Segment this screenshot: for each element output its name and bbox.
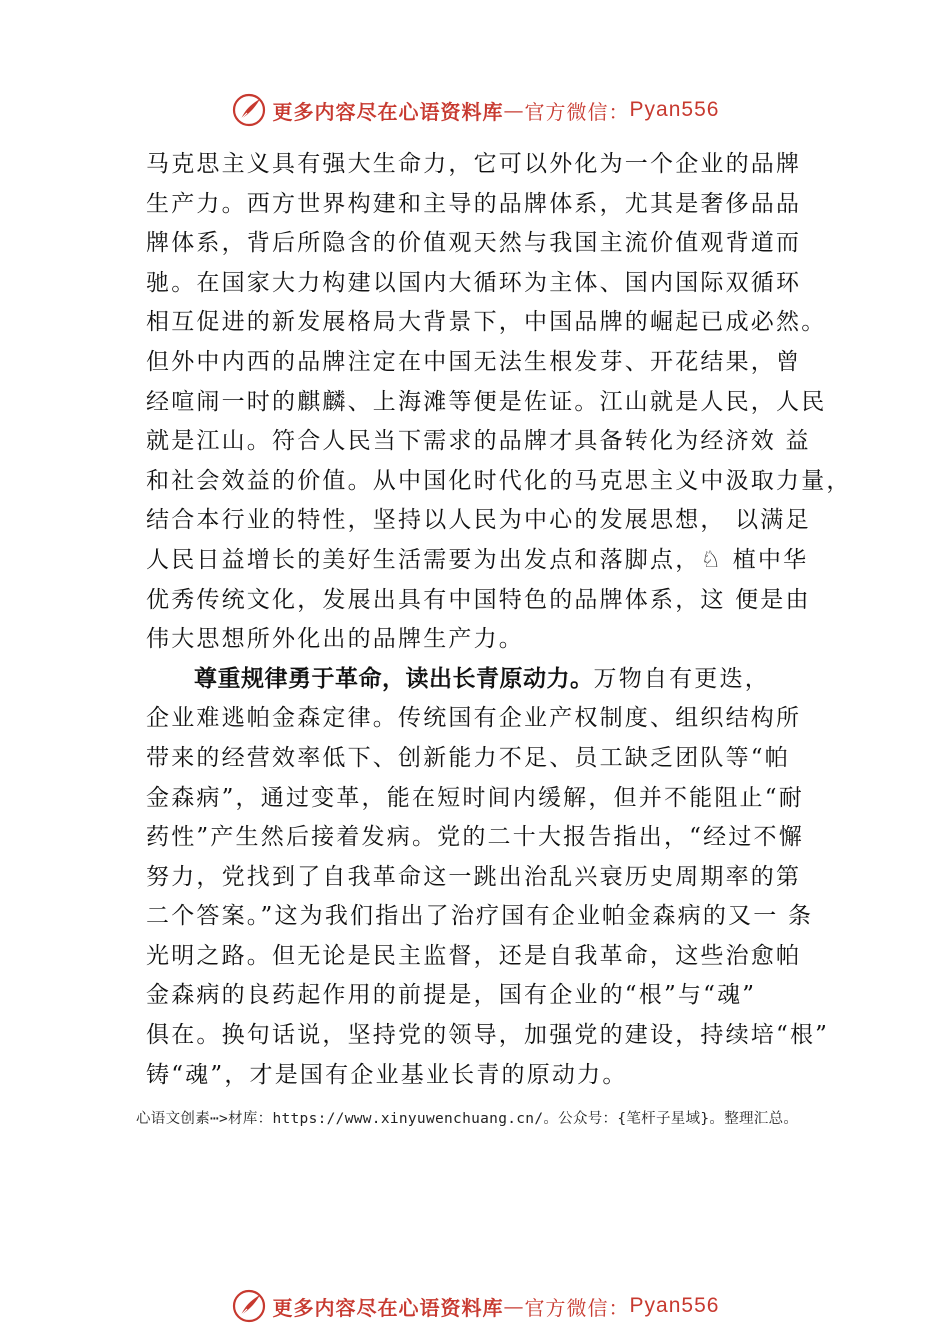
paragraph-line: 人民日益增长的美好生活需要为出发点和落脚点，♘ 植中华 xyxy=(146,546,809,573)
paragraph-line xyxy=(146,660,846,700)
paragraph-line: 努力，党找到了自我革命这一跳出治乱兴衰历史周期率的第 xyxy=(146,863,802,890)
paragraph-line: 企业难逃帕金森定律。传统国有企业产权制度、组织结构所 xyxy=(146,705,802,732)
banner-wechat-label: 官方微信： xyxy=(524,1295,630,1320)
banner-dash: — xyxy=(503,98,525,122)
paragraph-line: 结合本行业的特性，坚持以人民为中心的发展思想， 以满足 xyxy=(146,507,811,534)
paragraph-line: 药性”产生然后接着发病。党的二十大报告指出，“经过不懈 xyxy=(146,824,804,851)
paragraph-line: 和社会效益的价值。从中国化时代化的马克思主义中汲取力量， xyxy=(146,467,852,494)
quill-pen-logo-icon xyxy=(231,92,267,128)
banner-brand-text: 更多内容尽在心语资料库 xyxy=(272,99,504,124)
banner-dash: — xyxy=(503,1294,525,1318)
footer-banner xyxy=(0,1288,950,1324)
banner-wechat-label: 官方微信： xyxy=(524,99,630,124)
banner-wechat-id: Pyan556 xyxy=(629,98,720,121)
paragraph-line: 二个答案。”这为我们指出了治疗国有企业帕金森病的又一 条 xyxy=(146,903,814,930)
paragraph-line: 优秀传统文化，发展出具有中国特色的品牌体系，这 便是由 xyxy=(146,586,811,613)
paragraph-line: 马克思主义具有强大生命力，它可以外化为一个企业的品牌 xyxy=(146,151,802,177)
paragraph-line: 伟大思想所外化出的品牌生产力。 xyxy=(146,626,524,653)
paragraph-line: 相互促进的新发展格局大背景下，中国品牌的崛起已成必然。 xyxy=(146,309,827,336)
article-body xyxy=(146,145,852,1095)
paragraph-line: 经喧闹一时的麒麟、上海滩等便是佐证。江山就是人民，人民 xyxy=(146,388,827,415)
paragraph-line: 就是江山。符合人民当下需求的品牌才具备转化为经济效 益 xyxy=(146,428,811,455)
paragraph-lead-heading: 尊重规律勇于革命，读出长青原动力。 xyxy=(194,665,594,692)
banner-wechat-id: Pyan556 xyxy=(629,1294,720,1317)
paragraph-line: 铸“魂”，才是国有企业基业长青的原动力。 xyxy=(146,1061,628,1088)
paragraph-line: 金森病的良药起作用的前提是，国有企业的“根”与“魂” xyxy=(146,982,757,1009)
paragraph-line: 生产力。西方世界构建和主导的品牌体系，尤其是奢侈品品 xyxy=(146,190,802,217)
banner-brand-text: 更多内容尽在心语资料库 xyxy=(272,1295,504,1320)
paragraph-line: 但外中内西的品牌注定在中国无法生根发芽、开花结果，曾 xyxy=(146,348,802,375)
paragraph-line: 牌体系，背后所隐含的价值观天然与我国主流价值观背道而 xyxy=(146,230,802,257)
paragraph-brand-productivity xyxy=(146,145,852,660)
source-footnote: 心语文创素⋯>材库：https://www.xinyuwenchuang.cn/。公众号：{笔杆子星域}。整理汇总。 xyxy=(136,1111,799,1127)
paragraph-line-text: 万物自有更迭， xyxy=(593,665,770,692)
paragraph-line: 金森病”，通过变革，能在短时间内缓解，但并不能阻止“耐 xyxy=(146,784,804,811)
paragraph-line: 驰。在国家大力构建以国内大循环为主体、国内国际双循环 xyxy=(146,269,802,296)
paragraph-revolution xyxy=(146,660,846,1096)
header-banner xyxy=(0,92,950,128)
paragraph-line: 光明之路。但无论是民主监督，还是自我革命，这些治愈帕 xyxy=(146,942,802,969)
quill-pen-logo-icon xyxy=(231,1288,267,1324)
paragraph-line: 俱在。换句话说，坚持党的领导，加强党的建设，持续培“根” xyxy=(146,1022,830,1049)
paragraph-line: 带来的经营效率低下、创新能力不足、员工缺乏团队等“帕 xyxy=(146,744,790,771)
